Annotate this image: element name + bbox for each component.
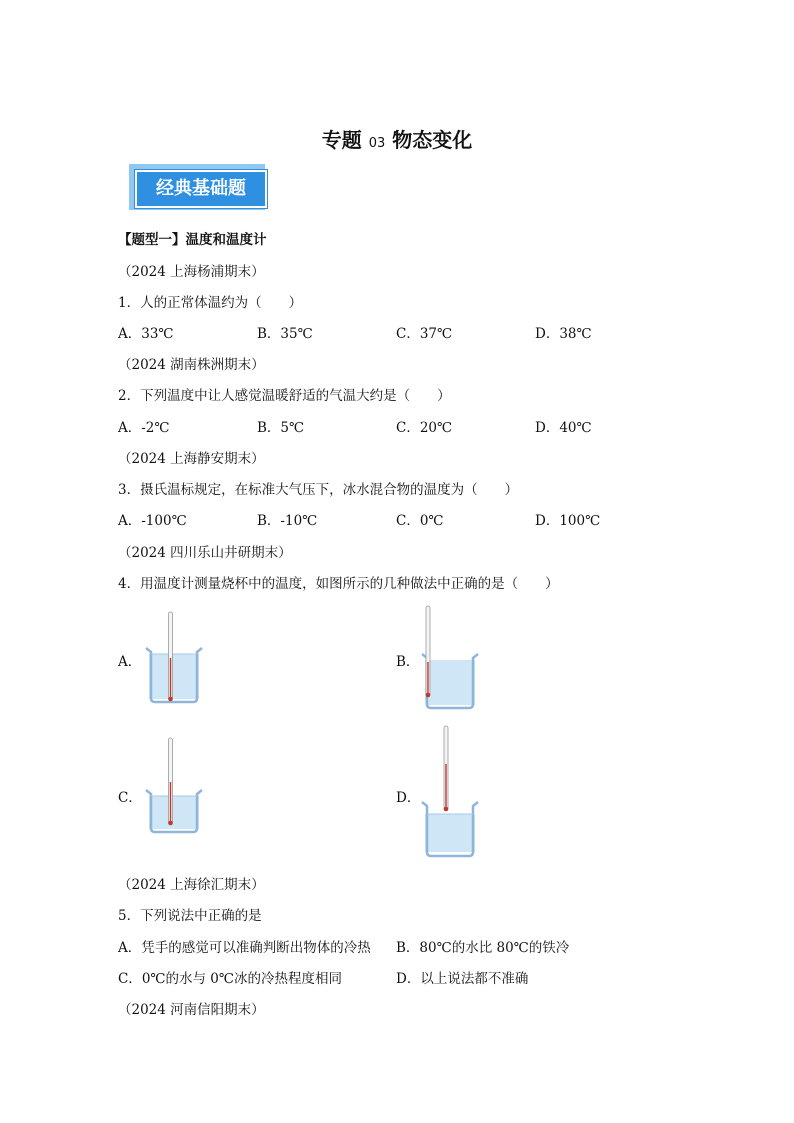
beaker-thermometer-figure-d: [420, 724, 480, 860]
question-source: （2024 上海杨浦期末）: [118, 264, 265, 280]
title-prefix: 专题: [321, 128, 362, 152]
option-c: C．0℃的水与 0℃冰的冷热程度相同: [118, 971, 343, 987]
option-c: C．: [118, 790, 142, 806]
question-stem: 5．下列说法中正确的是: [118, 908, 262, 924]
option-a: A．33℃: [118, 326, 174, 342]
title-suffix: 物态变化: [392, 128, 473, 152]
option-a: A．: [118, 654, 142, 670]
option-d: D．以上说法都不准确: [396, 971, 529, 987]
section-banner: [127, 162, 275, 214]
option-a: A．凭手的感觉可以准确判断出物体的冷热: [118, 940, 371, 956]
question-source: （2024 四川乐山井研期末）: [118, 545, 292, 561]
question-stem: 2．下列温度中让人感觉温暖舒适的气温大约是（ ）: [118, 388, 451, 404]
option-c: C．20℃: [396, 420, 453, 436]
banner-label: 经典基础题: [135, 170, 267, 208]
question-stem: 3．摄氏温标规定，在标准大气压下，冰水混合物的温度为（ ）: [118, 482, 519, 498]
question-source: （2024 上海徐汇期末）: [118, 877, 265, 893]
option-a: A．-100℃: [118, 513, 187, 529]
option-b: B．80℃的水比 80℃的铁冷: [396, 940, 570, 956]
question-source: （2024 上海静安期末）: [118, 451, 265, 467]
beaker-thermometer-figure-c: [144, 736, 204, 836]
option-c: C．0℃: [396, 513, 444, 529]
title-number: 03: [368, 136, 386, 151]
page-title: [0, 124, 794, 153]
option-d: D．40℃: [535, 420, 592, 436]
section-heading: 【题型一】温度和温度计: [118, 232, 267, 248]
option-b: B．35℃: [257, 326, 313, 342]
option-b: B．-10℃: [257, 513, 318, 529]
option-a: A．-2℃: [118, 420, 170, 436]
beaker-thermometer-figure-a: [144, 610, 204, 706]
option-d: D．100℃: [535, 513, 601, 529]
question-stem: 1．人的正常体温约为（ ）: [118, 295, 303, 311]
option-d: D．38℃: [535, 326, 592, 342]
beaker-thermometer-figure-b: [420, 604, 480, 712]
option-d: D．: [396, 790, 421, 806]
option-b: B．: [396, 654, 420, 670]
option-b: B．5℃: [257, 420, 305, 436]
question-stem: 4．用温度计测量烧杯中的温度，如图所示的几种做法中正确的是（ ）: [118, 576, 559, 592]
option-c: C．37℃: [396, 326, 453, 342]
question-source: （2024 河南信阳期末）: [118, 1002, 265, 1018]
question-source: （2024 湖南株洲期末）: [118, 357, 265, 373]
